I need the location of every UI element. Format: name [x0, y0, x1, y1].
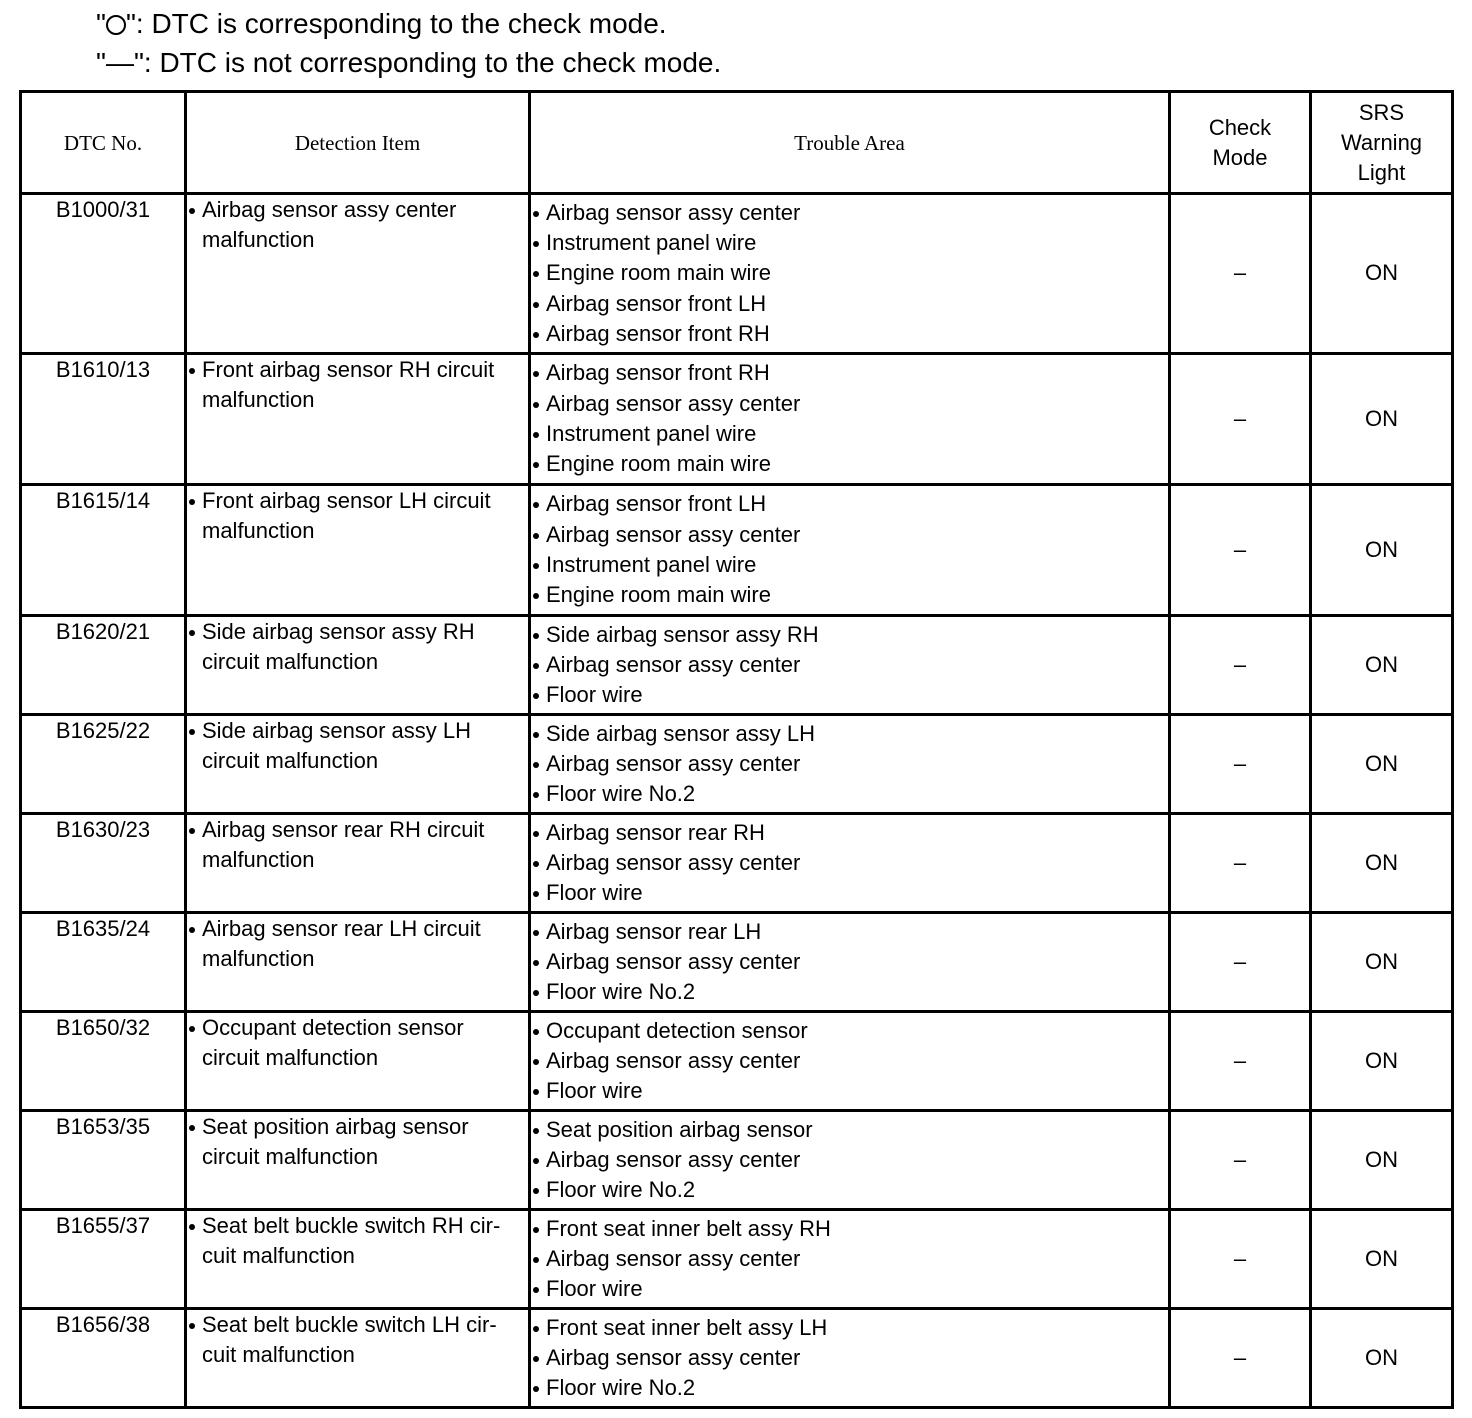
trouble-area-cell	[530, 485, 1170, 616]
trouble-area-item: Front seat inner belt assy LH	[531, 1313, 1168, 1343]
dtc-code-cell: B1653/35	[21, 1111, 186, 1210]
trouble-area-item: Floor wire	[531, 1076, 1168, 1106]
trouble-area-item: Engine room main wire	[531, 580, 1168, 610]
trouble-area-cell	[530, 1309, 1170, 1408]
table-row	[21, 1309, 1453, 1408]
detection-item-line: malfunction	[202, 847, 315, 873]
header-dtc-no: DTC No.	[21, 92, 186, 194]
header-srs-line2: Warning	[1340, 129, 1423, 155]
detection-item-line: Occupant detection sensor	[187, 1013, 528, 1043]
dtc-code-cell: B1630/23	[21, 814, 186, 913]
trouble-area-cell	[530, 814, 1170, 913]
detection-item-line: Airbag sensor assy center	[187, 195, 528, 225]
check-mode-cell: –	[1170, 1111, 1311, 1210]
header-srs-line1: SRS	[1358, 99, 1405, 125]
trouble-area-item: Instrument panel wire	[531, 228, 1168, 258]
detection-item-line: circuit malfunction	[202, 1045, 379, 1071]
detection-item-line: malfunction	[202, 387, 315, 413]
trouble-area-item: Seat position airbag sensor	[531, 1115, 1168, 1145]
trouble-area-item: Airbag sensor rear LH	[531, 917, 1168, 947]
trouble-area-item: Floor wire	[531, 680, 1168, 710]
trouble-area-item: Airbag sensor assy center	[531, 389, 1168, 419]
header-check-mode-line1: Check	[1208, 114, 1272, 140]
header-check-mode-line2: Mode	[1212, 144, 1268, 170]
dtc-code-cell: B1620/21	[21, 616, 186, 715]
trouble-area-item: Side airbag sensor assy RH	[531, 620, 1168, 650]
trouble-area-item: Airbag sensor front LH	[531, 289, 1168, 319]
detection-item-cell	[186, 194, 530, 354]
trouble-area-item: Instrument panel wire	[531, 419, 1168, 449]
srs-warning-light-cell: ON	[1311, 194, 1453, 354]
check-mode-cell: –	[1170, 1012, 1311, 1111]
legend-dash-line: "—": DTC is not corresponding to the check mode.	[96, 47, 722, 78]
trouble-area-item: Airbag sensor assy center	[531, 1244, 1168, 1274]
trouble-area-item: Front seat inner belt assy RH	[531, 1214, 1168, 1244]
table-row	[21, 913, 1453, 1012]
legend-circle-text: ": DTC is corresponding to the check mode.	[125, 8, 667, 39]
detection-item-line: Front airbag sensor LH circuit	[187, 486, 528, 516]
table-row	[21, 1210, 1453, 1309]
trouble-area-cell	[530, 913, 1170, 1012]
trouble-area-item: Airbag sensor assy center	[531, 848, 1168, 878]
srs-warning-light-cell: ON	[1311, 913, 1453, 1012]
detection-item-line: Airbag sensor rear RH circuit	[187, 815, 528, 845]
circle-symbol-icon	[106, 15, 126, 35]
trouble-area-item: Airbag sensor rear RH	[531, 818, 1168, 848]
check-mode-cell: –	[1170, 814, 1311, 913]
srs-warning-light-cell: ON	[1311, 616, 1453, 715]
table-row	[21, 485, 1453, 616]
trouble-area-item: Floor wire	[531, 878, 1168, 908]
detection-item-line: Seat position airbag sensor	[187, 1112, 528, 1142]
detection-item-line: cuit malfunction	[202, 1342, 355, 1368]
check-mode-cell: –	[1170, 715, 1311, 814]
trouble-area-item: Occupant detection sensor	[531, 1016, 1168, 1046]
legend-circle-line	[96, 4, 721, 43]
detection-item-line: cuit malfunction	[202, 1243, 355, 1269]
header-trouble-area: Trouble Area	[530, 92, 1170, 194]
table-row	[21, 1111, 1453, 1210]
srs-warning-light-cell: ON	[1311, 814, 1453, 913]
legend-circle-prefix: "	[96, 8, 106, 39]
trouble-area-item: Floor wire No.2	[531, 1175, 1168, 1205]
detection-item-cell	[186, 913, 530, 1012]
trouble-area-item: Airbag sensor assy center	[531, 749, 1168, 779]
dtc-table	[19, 90, 1454, 1409]
detection-item-line: Seat belt buckle switch RH cir-	[187, 1211, 528, 1241]
table-row	[21, 354, 1453, 485]
detection-item-cell	[186, 354, 530, 485]
trouble-area-cell	[530, 194, 1170, 354]
trouble-area-item: Airbag sensor assy center	[531, 947, 1168, 977]
check-mode-cell: –	[1170, 1210, 1311, 1309]
detection-item-cell	[186, 814, 530, 913]
dtc-code-cell: B1655/37	[21, 1210, 186, 1309]
table-row	[21, 194, 1453, 354]
trouble-area-item: Side airbag sensor assy LH	[531, 719, 1168, 749]
table-body	[21, 194, 1453, 1408]
trouble-area-item: Engine room main wire	[531, 258, 1168, 288]
detection-item-cell	[186, 1012, 530, 1111]
detection-item-line: circuit malfunction	[202, 1144, 379, 1170]
detection-item-line: malfunction	[202, 227, 315, 253]
detection-item-line: circuit malfunction	[202, 748, 379, 774]
dtc-code-cell: B1615/14	[21, 485, 186, 616]
dtc-code-cell: B1610/13	[21, 354, 186, 485]
check-mode-cell: –	[1170, 485, 1311, 616]
dtc-code-cell: B1635/24	[21, 913, 186, 1012]
detection-item-cell	[186, 485, 530, 616]
srs-warning-light-cell: ON	[1311, 354, 1453, 485]
check-mode-cell: –	[1170, 194, 1311, 354]
header-detection-item: Detection Item	[186, 92, 530, 194]
trouble-area-item: Airbag sensor assy center	[531, 1343, 1168, 1373]
header-check-mode	[1170, 92, 1311, 194]
srs-warning-light-cell: ON	[1311, 715, 1453, 814]
detection-item-cell	[186, 1210, 530, 1309]
table-row	[21, 814, 1453, 913]
trouble-area-cell	[530, 1210, 1170, 1309]
trouble-area-item: Floor wire No.2	[531, 779, 1168, 809]
detection-item-cell	[186, 1309, 530, 1408]
check-mode-cell: –	[1170, 913, 1311, 1012]
srs-warning-light-cell: ON	[1311, 1111, 1453, 1210]
header-srs-warning-light	[1311, 92, 1453, 194]
detection-item-line: Front airbag sensor RH circuit	[187, 355, 528, 385]
detection-item-cell	[186, 715, 530, 814]
trouble-area-item: Airbag sensor assy center	[531, 520, 1168, 550]
trouble-area-cell	[530, 616, 1170, 715]
detection-item-line: Seat belt buckle switch LH cir-	[187, 1310, 528, 1340]
trouble-area-item: Floor wire No.2	[531, 1373, 1168, 1403]
trouble-area-cell	[530, 1111, 1170, 1210]
detection-item-cell	[186, 616, 530, 715]
srs-warning-light-cell: ON	[1311, 1210, 1453, 1309]
trouble-area-item: Floor wire No.2	[531, 977, 1168, 1007]
table-row	[21, 715, 1453, 814]
detection-item-line: malfunction	[202, 518, 315, 544]
table-row	[21, 616, 1453, 715]
trouble-area-cell	[530, 1012, 1170, 1111]
trouble-area-item: Airbag sensor assy center	[531, 650, 1168, 680]
check-mode-cell: –	[1170, 616, 1311, 715]
trouble-area-item: Airbag sensor assy center	[531, 1046, 1168, 1076]
detection-item-line: Side airbag sensor assy RH	[187, 617, 528, 647]
srs-warning-light-cell: ON	[1311, 1012, 1453, 1111]
trouble-area-item: Airbag sensor assy center	[531, 1145, 1168, 1175]
check-mode-cell: –	[1170, 1309, 1311, 1408]
trouble-area-item: Engine room main wire	[531, 449, 1168, 479]
trouble-area-item: Floor wire	[531, 1274, 1168, 1304]
check-mode-cell: –	[1170, 354, 1311, 485]
trouble-area-item: Airbag sensor front RH	[531, 358, 1168, 388]
trouble-area-cell	[530, 715, 1170, 814]
detection-item-line: Airbag sensor rear LH circuit	[187, 914, 528, 944]
dtc-code-cell: B1625/22	[21, 715, 186, 814]
srs-warning-light-cell: ON	[1311, 1309, 1453, 1408]
detection-item-cell	[186, 1111, 530, 1210]
detection-item-line: circuit malfunction	[202, 649, 379, 675]
dtc-code-cell: B1000/31	[21, 194, 186, 354]
trouble-area-item: Airbag sensor assy center	[531, 198, 1168, 228]
srs-warning-light-cell: ON	[1311, 485, 1453, 616]
trouble-area-item: Airbag sensor front RH	[531, 319, 1168, 349]
trouble-area-cell	[530, 354, 1170, 485]
dtc-code-cell: B1656/38	[21, 1309, 186, 1408]
header-row	[21, 92, 1453, 194]
trouble-area-item: Airbag sensor front LH	[531, 489, 1168, 519]
detection-item-line: Side airbag sensor assy LH	[187, 716, 528, 746]
trouble-area-item: Instrument panel wire	[531, 550, 1168, 580]
detection-item-line: malfunction	[202, 946, 315, 972]
table-row	[21, 1012, 1453, 1111]
dtc-code-cell: B1650/32	[21, 1012, 186, 1111]
header-srs-line3: Light	[1357, 159, 1406, 185]
legend	[96, 4, 721, 82]
